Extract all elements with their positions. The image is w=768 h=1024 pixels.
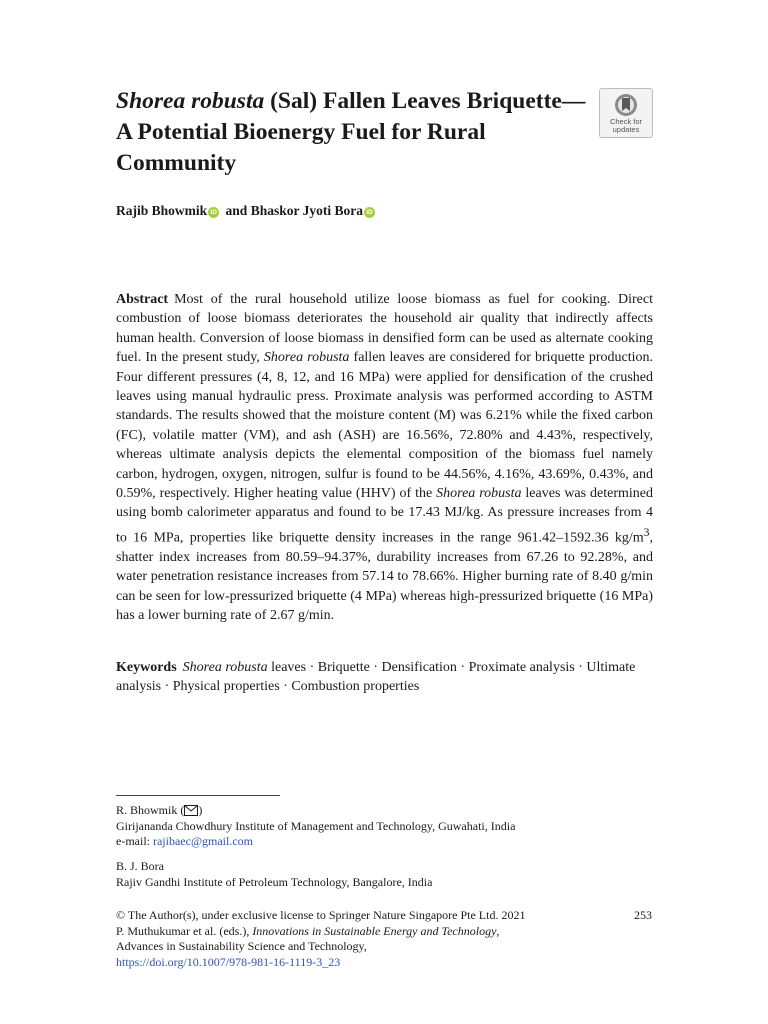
envelope-icon[interactable] (184, 805, 198, 816)
check-for-updates-badge[interactable] (599, 88, 653, 138)
email-label: e-mail: (116, 834, 153, 848)
abstract-text: , shatter index increases from 80.59–94.37%, durability increases from 67.26 to 92.28%, and water penetration resistance increases from 57.14 to 78.66%. Higher burning rate of 8.40 g/min can be seen for low-pressurized briquette (4 MPa) whereas high-pressurized briquette (16 MPa) has a lower burning rate of 2.67 g/min. (116, 530, 653, 624)
abstract (116, 290, 653, 626)
author-joiner: and (222, 203, 251, 218)
affiliation-institute: Girijananda Chowdhury Institute of Management and Technology, Guwahati, India (116, 818, 516, 833)
footnote-divider (116, 795, 280, 796)
title-species: Shorea robusta (116, 88, 265, 114)
affiliation-1 (116, 803, 656, 850)
keywords-species: Shorea robusta (182, 660, 268, 675)
copyright-line: © The Author(s), under exclusive license to Springer Nature Singapore Pte Ltd. 2021 (116, 908, 526, 922)
author-name: Bhaskor Jyoti Bora (250, 203, 363, 218)
keywords (116, 658, 653, 697)
abstract-label: Abstract (116, 292, 169, 307)
abstract-text: Most of the rural household utilize loose biomass as fuel for cooking. Direct combustion of loose biomass deteriorates the household air quality that indirectly affects human health. Conversion of loose biomass in densified form can be used as alternate cooking fuel. In the present study, (116, 292, 653, 366)
abstract-superscript: 3 (643, 525, 650, 539)
page-number: 253 (634, 908, 652, 922)
keywords-label: Keywords (116, 660, 177, 675)
affiliation-author: R. Bhowmik ( (116, 803, 185, 817)
affiliation-author: B. J. Bora (116, 859, 164, 873)
check-for-updates-label: Check for updates (609, 117, 643, 134)
affiliation-institute: Rajiv Gandhi Institute of Petroleum Technology, Bangalore, India (116, 874, 433, 889)
abstract-species: Shorea robusta (263, 350, 350, 366)
email-link[interactable]: rajibaec@gmail.com (152, 834, 253, 848)
author-name: Rajib Bhowmik (116, 203, 208, 218)
orcid-icon[interactable]: iD (364, 207, 375, 218)
bookmark-ribbon-icon (614, 93, 638, 117)
title-rest: (Sal) Fallen Leaves Briquette—A Potential Bioenergy Fuel for Rural Community (116, 88, 586, 176)
abstract-species: Shorea robusta (436, 486, 522, 502)
paper-title (116, 86, 586, 179)
copyright-footer: © The Author(s), under exclusive license to Springer Nature Singapore Pte Ltd. 2021 P. Muthukumar et al. (eds.), Innovations in Sustainable Energy and Technology, Advances in Sustainability Science and Technology, https://doi.org/10.1007/978-981-16-1119-3_23 (116, 908, 526, 969)
doi-link[interactable]: https://doi.org/10.1007/978-981-16-1119-3_23 (116, 954, 341, 969)
abstract-text: fallen leaves are considered for briquette production. Four different pressures (4, 8, 12, and 16 MPa) were applied for densification of the crushed leaves using manual hydraulic press. Proximate analysis was performed according to ASTM standards. The results showed that the moisture content (M) was 6.21% while the fixed carbon (FC), volatile matter (VM), and ash (ASH) are 16.56%, 72.80% and 4.43%, respectively, whereas ultimate analysis depicts the elemental composition of the biomass fuel namely carbon, hydrogen, oxygen, nitrogen, sulfur is found to be 44.56%, 4.16%, 43.69%, 0.43%, and 0.59%, respectively. Higher heating value (HHV) of the (116, 350, 653, 502)
orcid-icon[interactable]: iD (208, 207, 219, 218)
book-title: Innovations in Sustainable Energy and Technology (252, 923, 497, 938)
keywords-text: leaves · Briquette · Densification · Proximate analysis · Ultimate analysis · Physical properties · Combustion properties (116, 660, 636, 695)
abstract-text: leaves was determined using bomb calorimeter apparatus and found to be 17.43 MJ/kg. As pressure increases from 4 to 16 MPa, properties like briquette density increases in the range 961.42–1592.36 kg/m (116, 486, 653, 546)
affiliation-2 (116, 859, 656, 890)
affiliation-close: ) (198, 803, 203, 817)
series-line: Advances in Sustainability Science and Technology, (116, 939, 367, 953)
author-list (116, 203, 378, 219)
editors-line: P. Muthukumar et al. (eds.), (116, 923, 253, 938)
